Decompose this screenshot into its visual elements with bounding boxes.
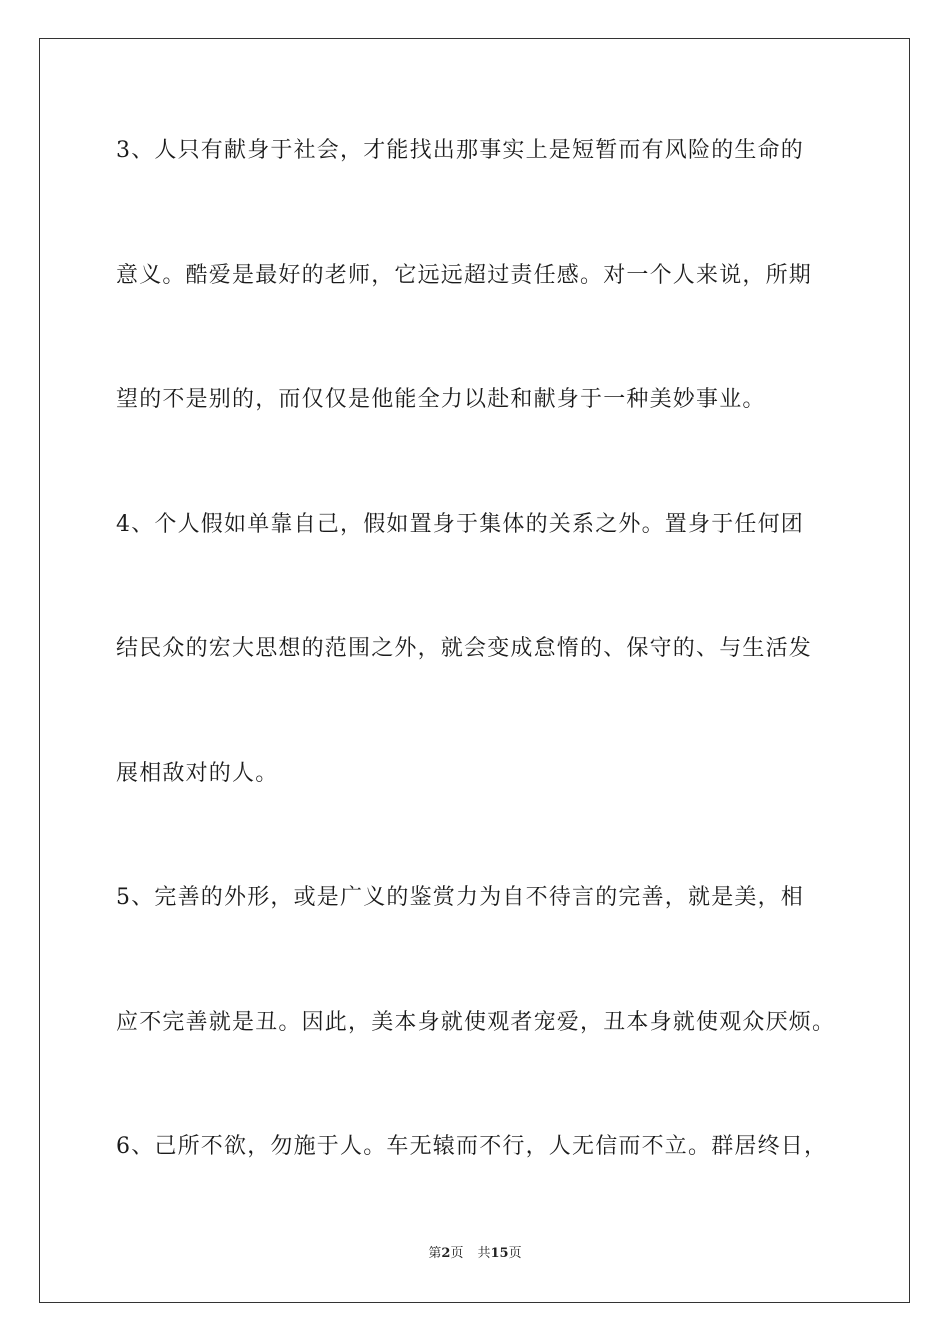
page-footer — [0, 1245, 950, 1263]
text-line: 结民众的宏大思想的范围之外，就会变成怠惰的、保守的、与生活发 — [116, 636, 813, 661]
text-line: 6、己所不欲，勿施于人。车无辕而不行，人无信而不立。群居终日， — [116, 1134, 828, 1159]
page-total: 15 — [490, 1246, 509, 1261]
text-line: 望的不是别的，而仅仅是他能全力以赴和献身于一种美妙事业。 — [116, 387, 766, 412]
text-line: 应不完善就是丑。因此，美本身就使观者宠爱，丑本身就使观众厌烦。 — [116, 1010, 836, 1035]
text-line: 3、人只有献身于社会，才能找出那事实上是短暂而有风险的生命的 — [116, 138, 804, 163]
text-line: 5、完善的外形，或是广义的鉴赏力为自不待言的完善，就是美，相 — [116, 885, 804, 910]
text-line: 4、个人假如单靠自己，假如置身于集体的关系之外。置身于任何团 — [116, 512, 804, 537]
total-suffix: 页 — [508, 1246, 522, 1261]
text-line: 展相敌对的人。 — [116, 761, 279, 786]
page-border — [39, 38, 910, 1303]
page-current: 2 — [441, 1246, 451, 1261]
page-prefix: 第 — [428, 1246, 442, 1261]
total-prefix: 共 — [477, 1246, 491, 1261]
page-suffix: 页 — [450, 1246, 464, 1261]
text-line: 意义。酷爱是最好的老师，它远远超过责任感。对一个人来说，所期 — [116, 263, 813, 288]
